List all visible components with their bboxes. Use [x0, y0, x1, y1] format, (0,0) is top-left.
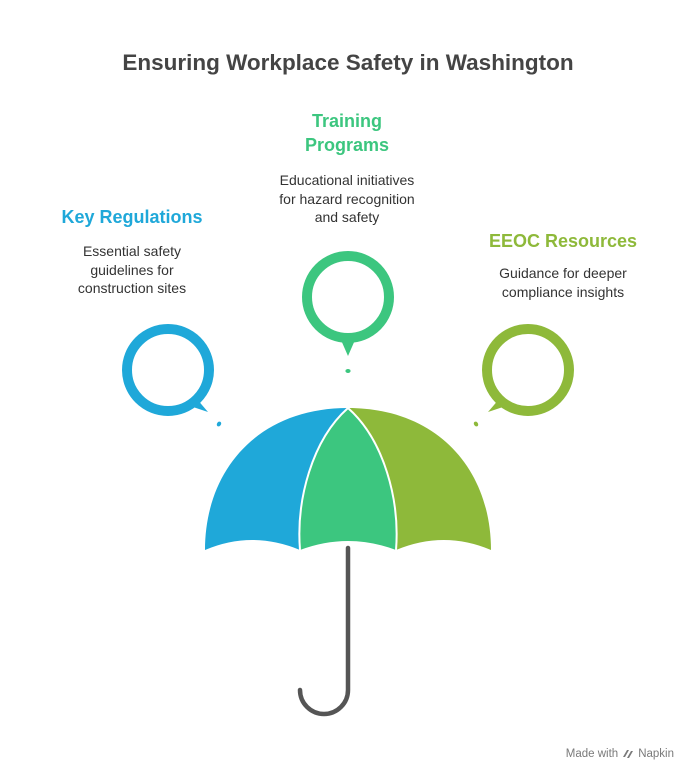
- napkin-icon: [622, 748, 634, 760]
- eeoc-resources-ring-icon: [473, 329, 569, 427]
- key-regulations-title: Key Regulations: [61, 207, 203, 227]
- training-programs-description: Educational initiatives for hazard recognition and safety: [279, 172, 415, 225]
- key-regulations-ring-icon: [127, 329, 222, 427]
- made-with-napkin-footer[interactable]: [566, 748, 674, 760]
- training-programs-title: Training Programs: [304, 111, 390, 155]
- key-regulations-description: Essential safety guidelines for construction sites: [77, 243, 187, 296]
- training-programs-ring-icon: [307, 256, 389, 373]
- napkin-brand: Napkin: [638, 748, 674, 760]
- page-title: Ensuring Workplace Safety in Washington: [122, 50, 574, 75]
- made-with-label: Made with: [565, 748, 619, 760]
- eeoc-resources-description: Guidance for deeper compliance insights: [499, 265, 627, 300]
- umbrella-handle: [300, 548, 348, 714]
- eeoc-resources-title: EEOC Resources: [488, 231, 638, 251]
